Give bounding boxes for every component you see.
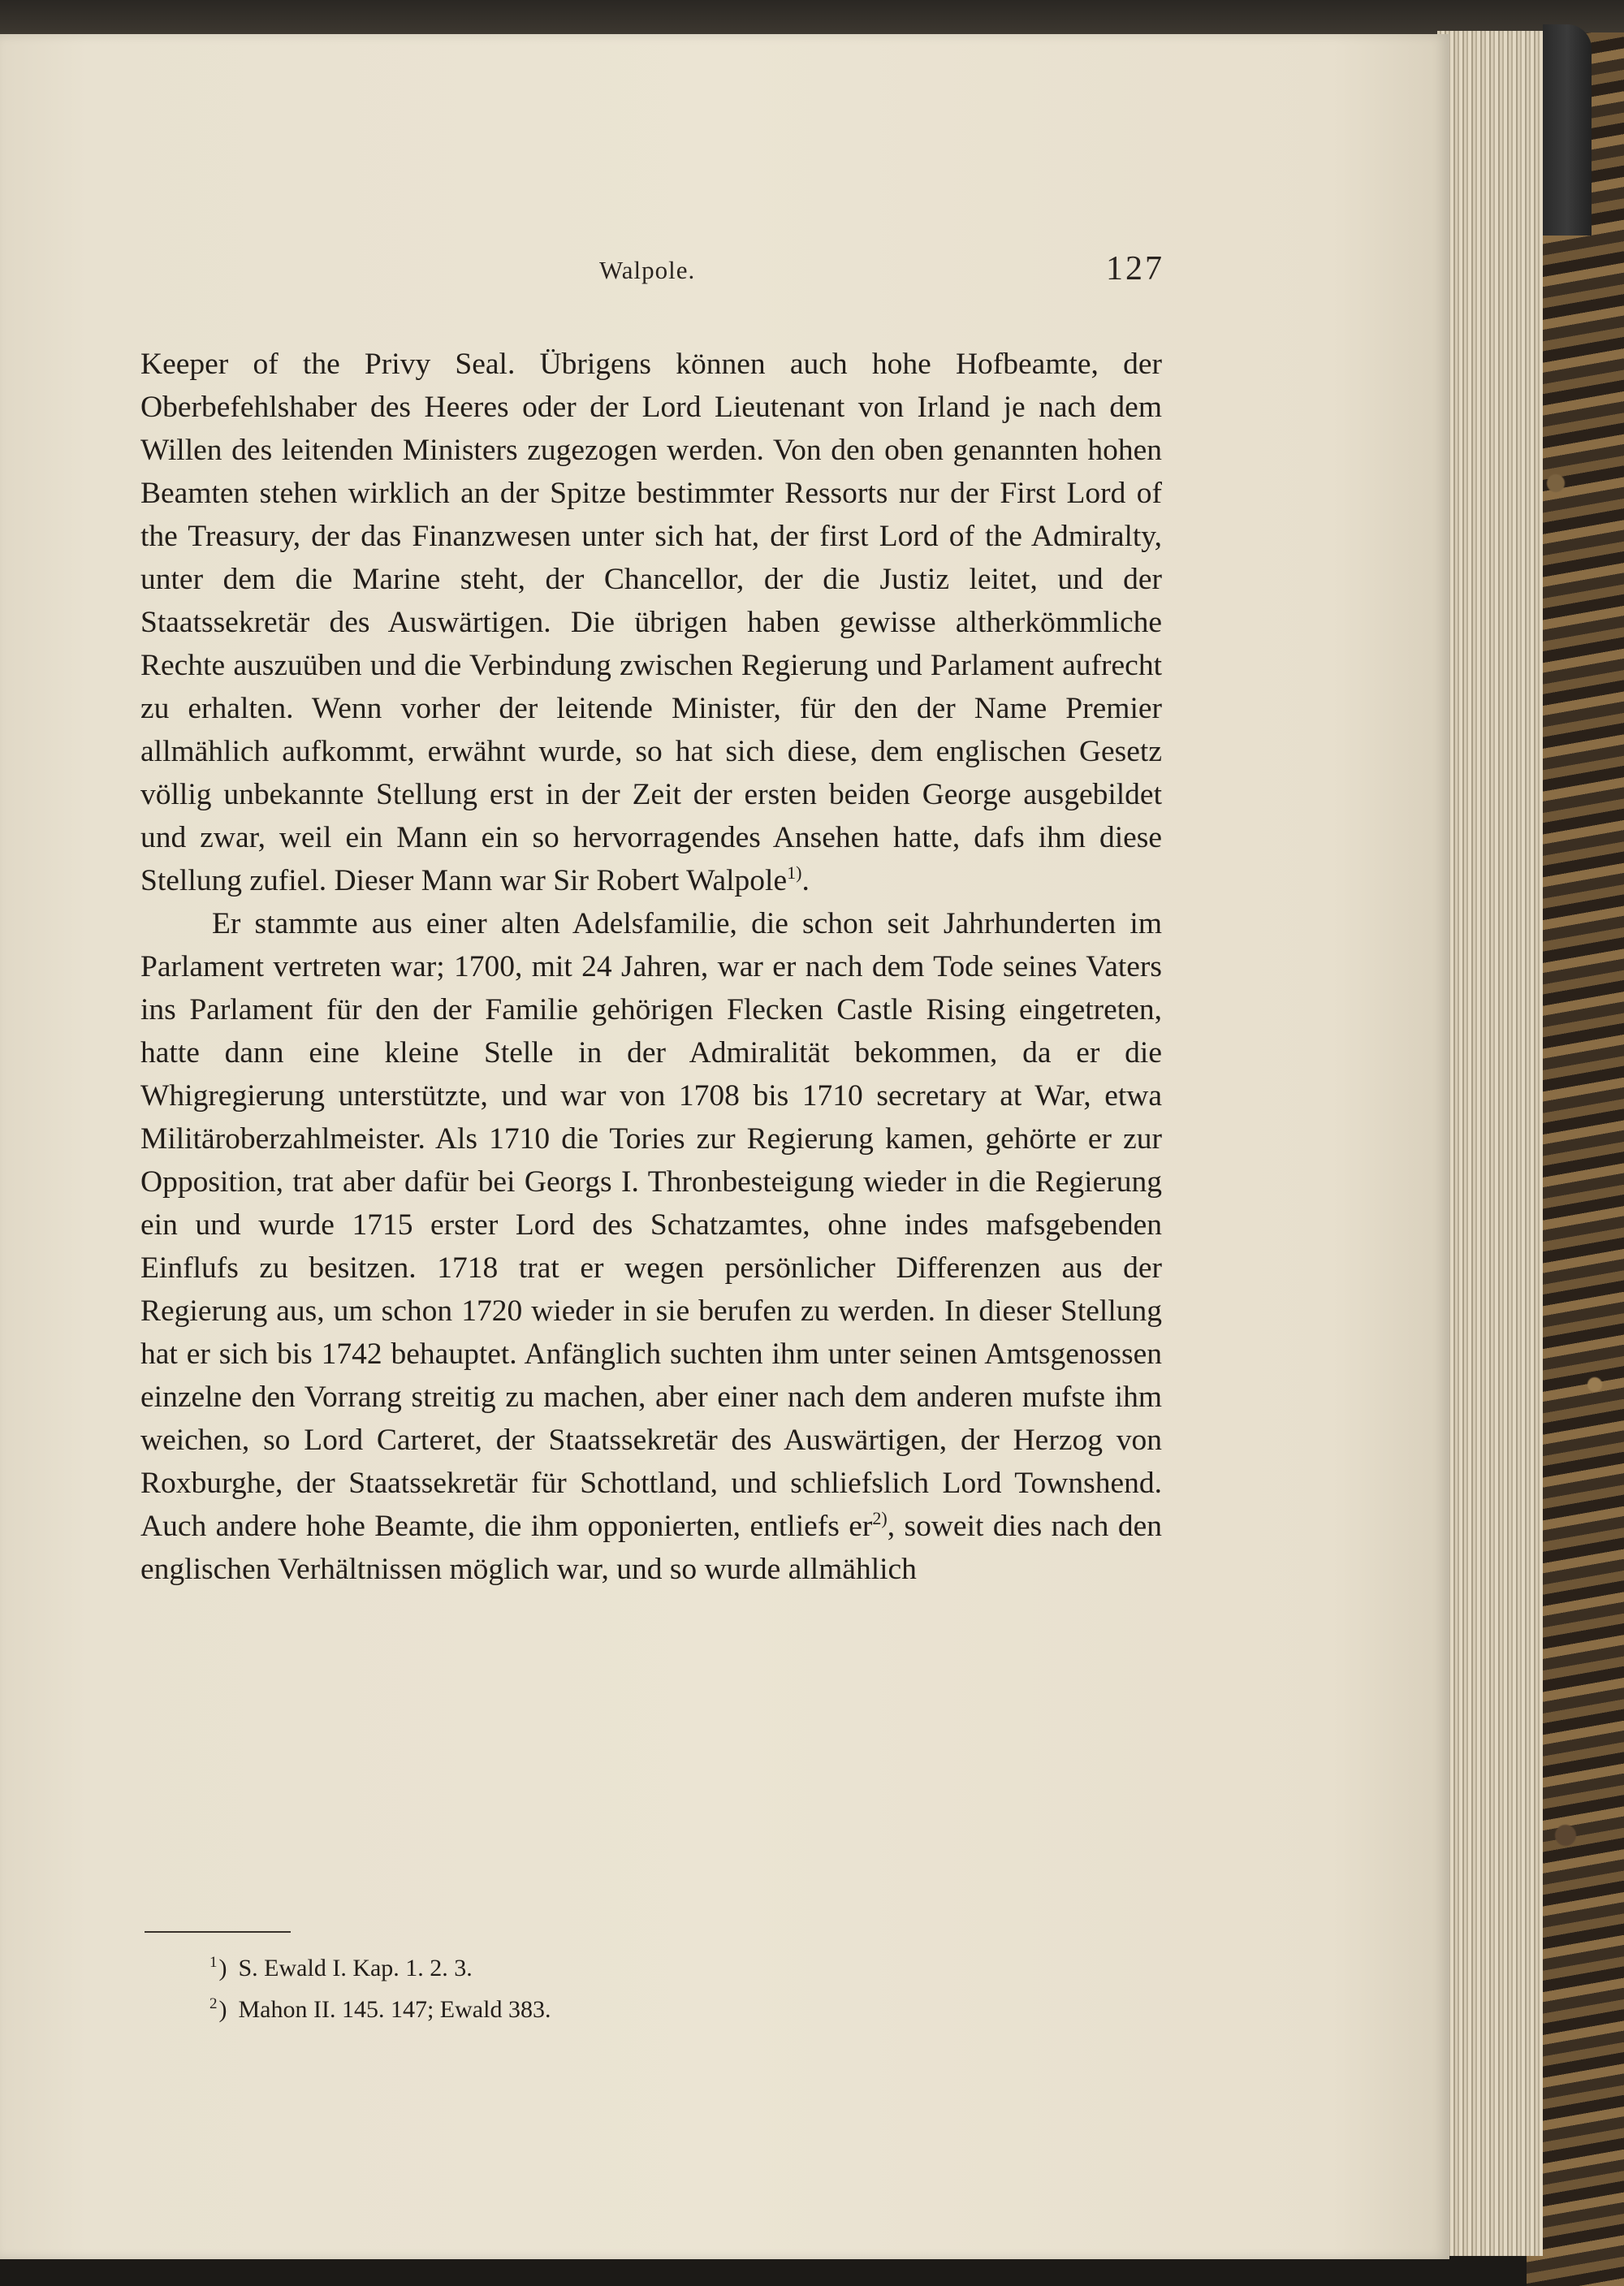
paragraph-2 [140,902,1162,1591]
footnote-ref-1: 1) [787,862,802,883]
footnote-2-paren: ) [218,1996,227,2023]
footnotes [209,1945,1103,2028]
page-header [0,249,1449,298]
book-cover-corner [1543,24,1592,236]
page-stack-edge [1437,31,1543,2256]
footnote-divider [145,1931,291,1933]
footnote-2-mark: 2 [209,1995,218,2012]
running-title: Walpole. [599,256,696,284]
footnote-2-text: Mahon II. 145. 147; Ewald 383. [238,1996,551,2023]
paragraph-2-text-b: , soweit dies nach den englischen Verhältnissen möglich war, und so wurde allmählich [140,1510,1162,1586]
footnote-ref-2: 2) [872,1508,888,1528]
paragraph-1-end: . [801,864,810,897]
footnote-1 [209,1945,1103,1986]
body-text [140,343,1162,1591]
footnote-1-mark: 1 [209,1954,218,1971]
page-number: 127 [1106,250,1164,287]
footnote-2 [209,1986,1103,2028]
paragraph-1-text: Keeper of the Privy Seal. Übrigens können auch hohe Hofbeamte, der Oberbefehlshaber des Heeres oder der Lord Lieutenant von Irland je nach dem Willen des leitenden Ministers zugezogen werden. Von den oben genannten hohen Beamten stehen wirklich an der Spitze bestimmter Ressorts nur der First Lord of the Treasury, der das Finanzwesen unter sich hat, der first Lord of the Admiralty, unter dem die Marine steht, der Chancellor, der die Justiz leitet, und der Staatssekretär des Auswärtigen. Die übrigen haben gewisse altherkömmliche Rechte auszuüben und die Verbindung zwischen Regierung und Parlament aufrecht zu erhalten. Wenn vorher der leitende Minister, für den der Name Premier allmählich aufkommt, erwähnt wurde, so hat sich diese, dem englischen Gesetz völlig unbekannte Stellung erst in der Zeit der ersten beiden George ausgebildet und zwar, weil ein Mann ein so hervorragendes Ansehen hatte, dafs ihm diese Stellung zufiel. Dieser Mann war Sir Robert Walpole [140,348,1162,897]
paragraph-1 [140,343,1162,902]
footnote-1-text: S. Ewald I. Kap. 1. 2. 3. [238,1955,473,1981]
paragraph-2-text-a: Er stammte aus einer alten Adelsfamilie, die schon seit Jahrhunderten im Parlament vertreten war; 1700, mit 24 Jahren, war er nach dem Tode seines Vaters ins Parlament für den der Familie gehörigen Flecken Castle Rising eingetreten, hatte dann eine kleine Stelle in der Admiralität bekommen, da er die Whigregierung unterstützte, und war von 1708 bis 1710 secretary at War, etwa Militäroberzahlmeister. Als 1710 die Tories zur Regierung kamen, gehörte er zur Opposition, trat aber dafür bei Georgs I. Thronbesteigung wieder in die Regierung ein und wurde 1715 erster Lord des Schatzamtes, ohne indes mafsgebenden Einflufs zu besitzen. 1718 trat er wegen persönlicher Differenzen aus der Regierung aus, um schon 1720 wieder in sie berufen zu werden. In dieser Stellung hat er sich bis 1742 behauptet. Anfänglich suchten ihm unter seinen Amtsgenossen einzelne den Vorrang streitig zu machen, aber einer nach dem anderen mufste ihm weichen, so Lord Carteret, der Staatssekretär des Auswärtigen, der Herzog von Roxburghe, der Staatssekretär für Schottland, und schliefslich Lord Townshend. Auch andere hohe Beamte, die ihm opponierten, entliefs er [140,907,1162,1543]
footnote-1-paren: ) [218,1955,227,1981]
book-page [0,34,1449,2259]
